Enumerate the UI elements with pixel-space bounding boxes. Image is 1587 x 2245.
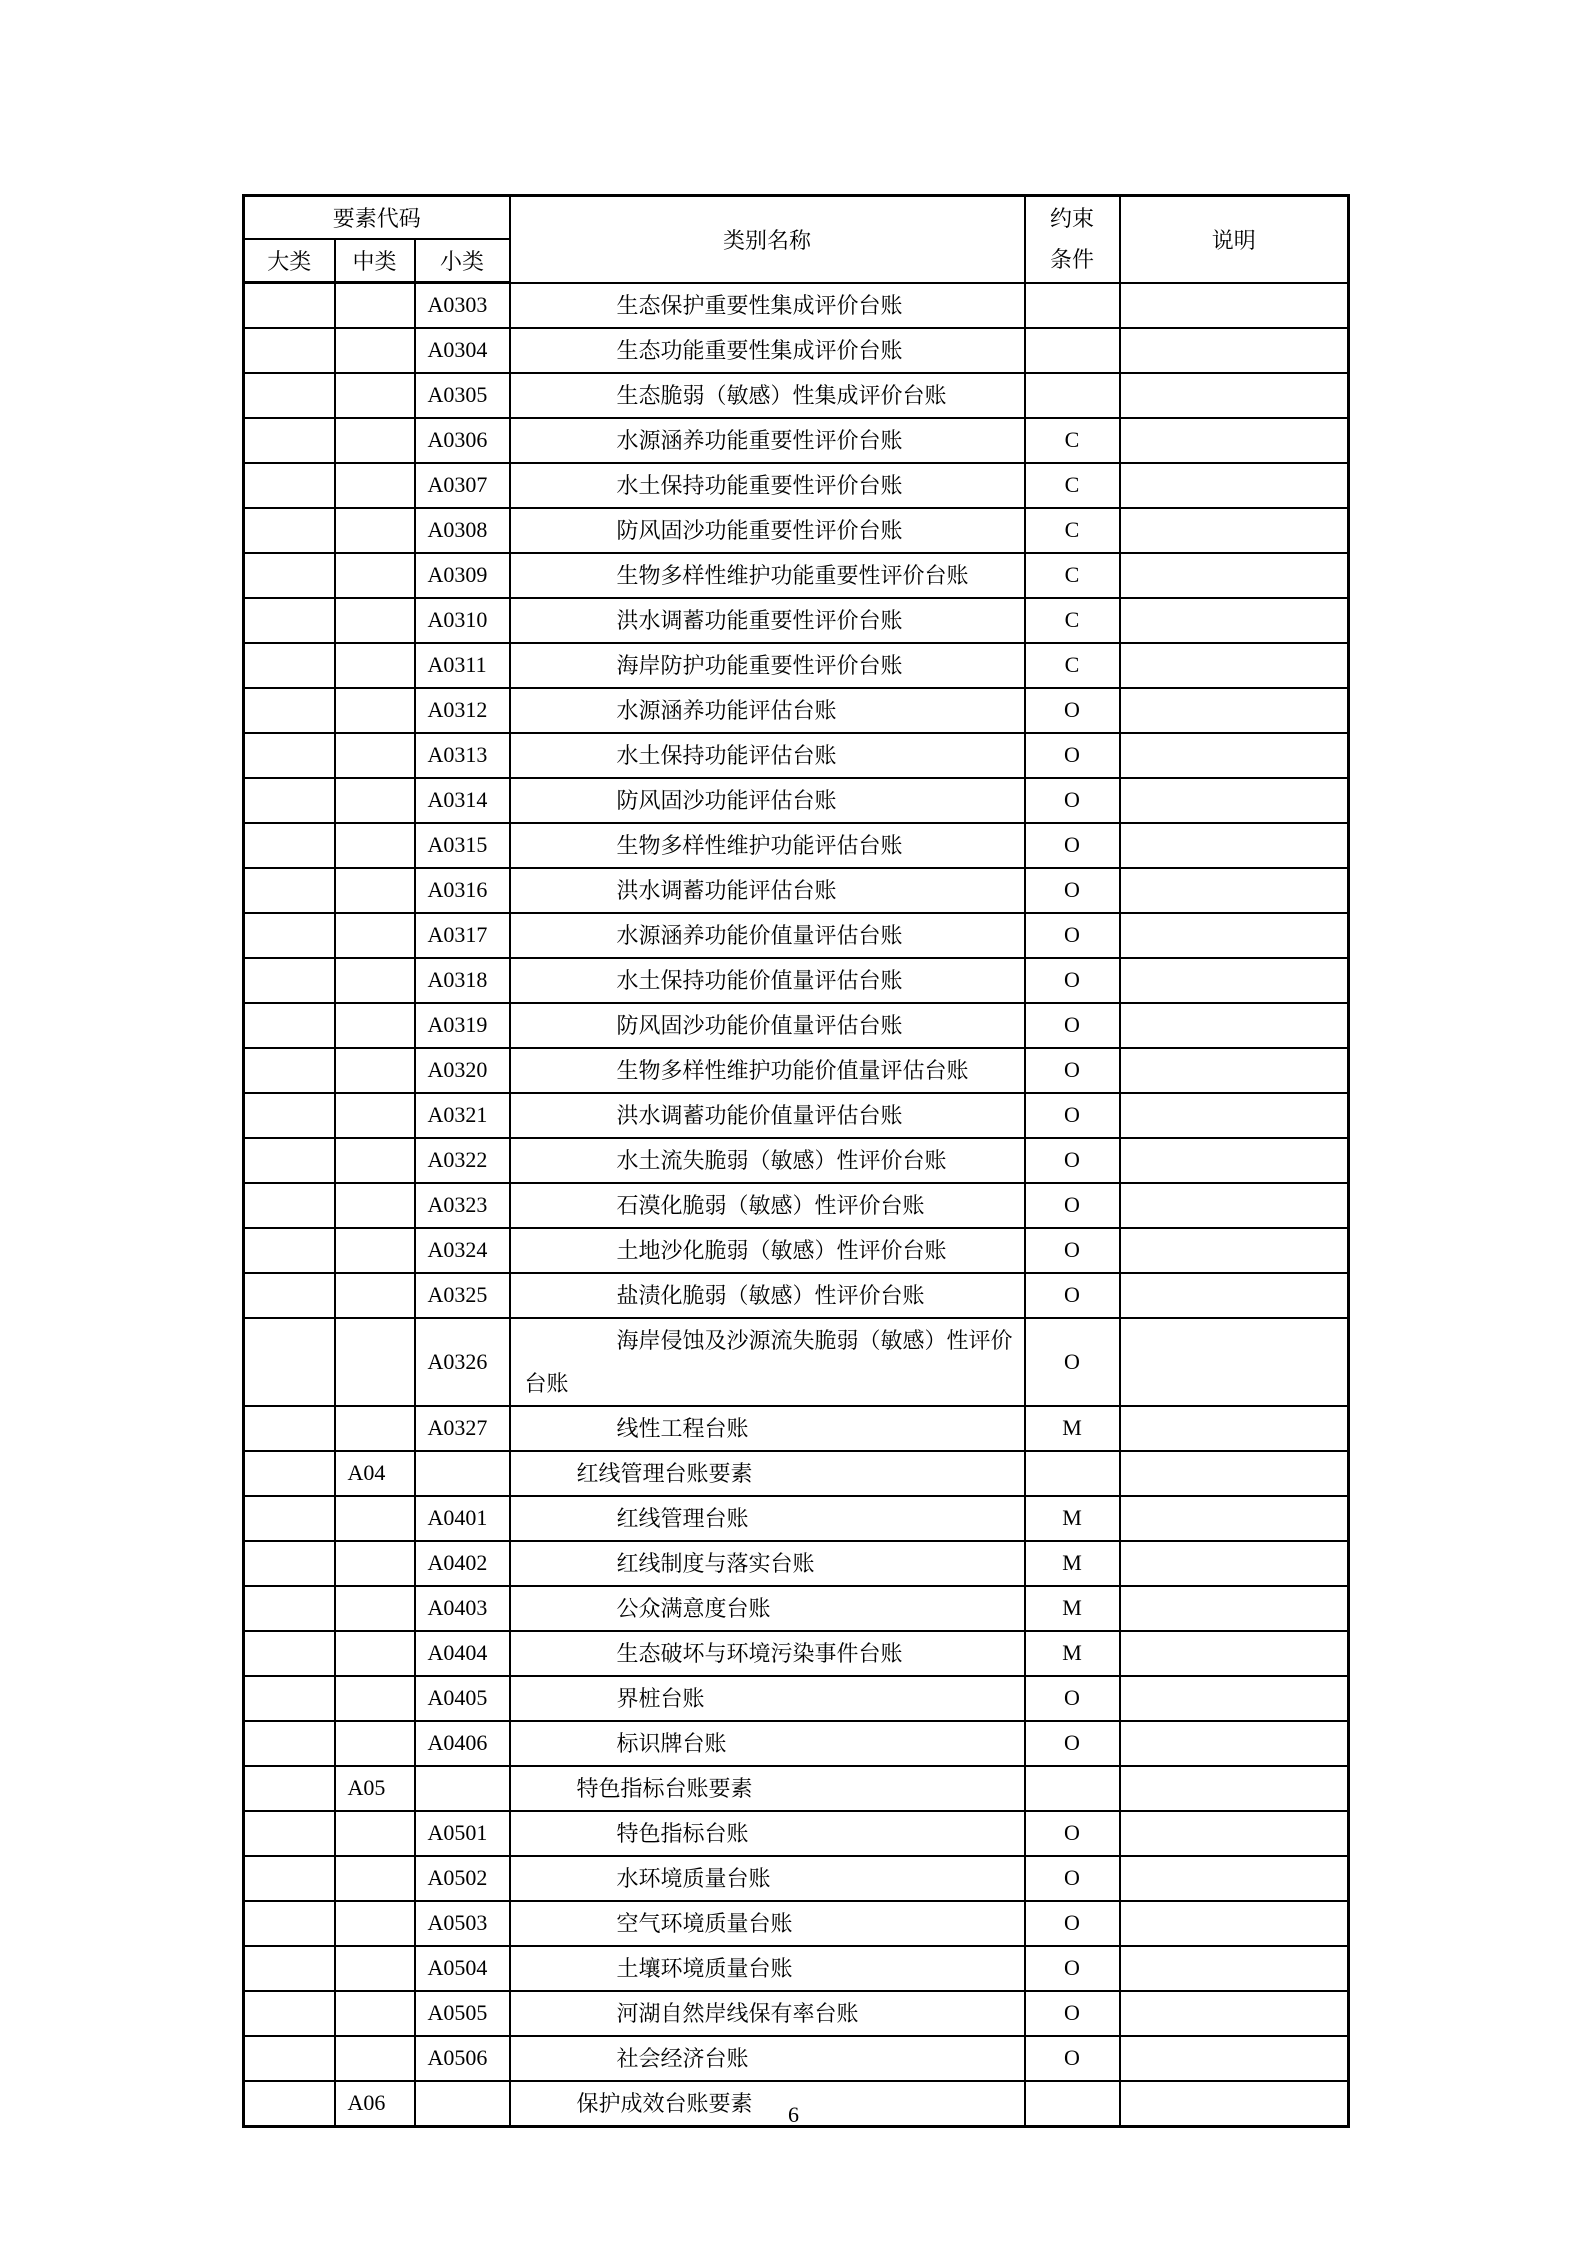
category-name-cell: 土壤环境质量台账 (510, 1946, 1025, 1991)
medium-code-cell (335, 373, 415, 418)
category-name-cell: 洪水调蓄功能重要性评价台账 (510, 598, 1025, 643)
category-name-cell: 石漠化脆弱（敏感）性评价台账 (510, 1183, 1025, 1228)
remarks-cell (1120, 1406, 1349, 1451)
constraint-cell: O (1025, 1946, 1120, 1991)
element-code-table (242, 194, 1350, 2128)
table-row (244, 868, 1349, 913)
header-constraint (1025, 196, 1120, 283)
medium-code-cell (335, 1048, 415, 1093)
medium-code-cell (335, 463, 415, 508)
major-cell (244, 688, 335, 733)
remarks-cell (1120, 1228, 1349, 1273)
header-row-1 (244, 196, 1349, 240)
table-row (244, 1811, 1349, 1856)
category-name-cell: 生态功能重要性集成评价台账 (510, 328, 1025, 373)
medium-code-cell (335, 1901, 415, 1946)
category-name-cell: 生态破坏与环境污染事件台账 (510, 1631, 1025, 1676)
table-row (244, 1318, 1349, 1406)
table-row (244, 1406, 1349, 1451)
table-row (244, 328, 1349, 373)
remarks-cell (1120, 1676, 1349, 1721)
major-cell (244, 373, 335, 418)
medium-code-cell (335, 1946, 415, 1991)
medium-code-cell (335, 1318, 415, 1406)
constraint-cell: C (1025, 643, 1120, 688)
constraint-cell: O (1025, 1811, 1120, 1856)
major-cell (244, 1273, 335, 1318)
medium-code-cell (335, 1586, 415, 1631)
minor-code-cell: A0303 (415, 283, 510, 328)
category-name-cell: 防风固沙功能重要性评价台账 (510, 508, 1025, 553)
category-name-cell: 水源涵养功能重要性评价台账 (510, 418, 1025, 463)
table-row (244, 1138, 1349, 1183)
constraint-cell: O (1025, 958, 1120, 1003)
major-cell (244, 1676, 335, 1721)
medium-code-cell (335, 1631, 415, 1676)
minor-code-cell: A0501 (415, 1811, 510, 1856)
remarks-cell (1120, 1766, 1349, 1811)
minor-code-cell: A0406 (415, 1721, 510, 1766)
minor-code-cell: A0402 (415, 1541, 510, 1586)
minor-code-cell (415, 1766, 510, 1811)
remarks-cell (1120, 733, 1349, 778)
table-row (244, 823, 1349, 868)
category-name-cell: 生态脆弱（敏感）性集成评价台账 (510, 373, 1025, 418)
table-row (244, 1901, 1349, 1946)
constraint-cell: M (1025, 1496, 1120, 1541)
header-remarks: 说明 (1120, 196, 1349, 283)
category-name-cell: 生物多样性维护功能价值量评估台账 (510, 1048, 1025, 1093)
medium-code-cell (335, 868, 415, 913)
medium-code-cell (335, 553, 415, 598)
major-cell (244, 1318, 335, 1406)
medium-code-cell (335, 1273, 415, 1318)
remarks-cell (1120, 598, 1349, 643)
remarks-cell (1120, 1003, 1349, 1048)
minor-code-cell: A0306 (415, 418, 510, 463)
medium-code-cell (335, 733, 415, 778)
header-category-name: 类别名称 (510, 196, 1025, 283)
category-name-cell: 洪水调蓄功能价值量评估台账 (510, 1093, 1025, 1138)
major-cell (244, 778, 335, 823)
remarks-cell (1120, 643, 1349, 688)
major-cell (244, 1586, 335, 1631)
minor-code-cell: A0314 (415, 778, 510, 823)
medium-code-cell (335, 1541, 415, 1586)
remarks-cell (1120, 913, 1349, 958)
table-row (244, 1228, 1349, 1273)
medium-code-cell (335, 688, 415, 733)
category-name-cell: 盐渍化脆弱（敏感）性评价台账 (510, 1273, 1025, 1318)
constraint-cell: C (1025, 598, 1120, 643)
medium-code-cell (335, 1228, 415, 1273)
remarks-cell (1120, 1318, 1349, 1406)
category-name-cell: 公众满意度台账 (510, 1586, 1025, 1631)
medium-code-cell (335, 328, 415, 373)
category-name-cell: 线性工程台账 (510, 1406, 1025, 1451)
remarks-cell (1120, 1721, 1349, 1766)
constraint-cell: M (1025, 1586, 1120, 1631)
group-row (244, 1766, 1349, 1811)
remarks-cell (1120, 1991, 1349, 2036)
table-row (244, 1631, 1349, 1676)
minor-code-cell: A0310 (415, 598, 510, 643)
major-cell (244, 958, 335, 1003)
major-cell (244, 1183, 335, 1228)
minor-code-cell: A0318 (415, 958, 510, 1003)
medium-code-cell (335, 508, 415, 553)
constraint-cell: O (1025, 1856, 1120, 1901)
minor-code-cell: A0404 (415, 1631, 510, 1676)
minor-code-cell: A0502 (415, 1856, 510, 1901)
minor-code-cell: A0403 (415, 1586, 510, 1631)
group-row (244, 1451, 1349, 1496)
constraint-cell: O (1025, 778, 1120, 823)
medium-code-cell (335, 1856, 415, 1901)
major-cell (244, 1766, 335, 1811)
table-row (244, 733, 1349, 778)
remarks-cell (1120, 1273, 1349, 1318)
constraint-cell: O (1025, 1318, 1120, 1406)
remarks-cell (1120, 1856, 1349, 1901)
table-body (244, 283, 1349, 2127)
minor-code-cell: A0315 (415, 823, 510, 868)
remarks-cell (1120, 688, 1349, 733)
major-cell (244, 913, 335, 958)
minor-code-cell: A0319 (415, 1003, 510, 1048)
remarks-cell (1120, 418, 1349, 463)
major-cell (244, 823, 335, 868)
constraint-cell: O (1025, 868, 1120, 913)
medium-code-cell (335, 418, 415, 463)
table-row (244, 2036, 1349, 2081)
constraint-cell: O (1025, 1991, 1120, 2036)
remarks-cell (1120, 463, 1349, 508)
table-row (244, 463, 1349, 508)
table-row (244, 373, 1349, 418)
constraint-cell: O (1025, 1183, 1120, 1228)
table-row (244, 1676, 1349, 1721)
major-cell (244, 1048, 335, 1093)
constraint-cell: O (1025, 1901, 1120, 1946)
constraint-cell: M (1025, 1541, 1120, 1586)
major-cell (244, 1946, 335, 1991)
medium-code-cell (335, 1721, 415, 1766)
medium-code-cell (335, 823, 415, 868)
minor-code-cell: A0504 (415, 1946, 510, 1991)
major-cell (244, 1003, 335, 1048)
category-name-cell: 水源涵养功能评估台账 (510, 688, 1025, 733)
major-cell (244, 1228, 335, 1273)
constraint-cell: C (1025, 553, 1120, 598)
medium-code-cell (335, 1676, 415, 1721)
table-row (244, 1273, 1349, 1318)
category-name-cell: 生物多样性维护功能评估台账 (510, 823, 1025, 868)
major-cell (244, 1631, 335, 1676)
constraint-cell: O (1025, 823, 1120, 868)
constraint-cell (1025, 373, 1120, 418)
medium-code-cell: A06 (335, 2081, 415, 2127)
minor-code-cell: A0322 (415, 1138, 510, 1183)
major-cell (244, 1721, 335, 1766)
minor-code-cell: A0503 (415, 1901, 510, 1946)
minor-code-cell: A0317 (415, 913, 510, 958)
major-cell (244, 1991, 335, 2036)
remarks-cell (1120, 1496, 1349, 1541)
constraint-cell: C (1025, 418, 1120, 463)
table-row (244, 508, 1349, 553)
header-medium: 中类 (335, 239, 415, 283)
table-row (244, 418, 1349, 463)
category-name-cell: 海岸防护功能重要性评价台账 (510, 643, 1025, 688)
major-cell (244, 643, 335, 688)
remarks-cell (1120, 2036, 1349, 2081)
category-name-cell: 水土流失脆弱（敏感）性评价台账 (510, 1138, 1025, 1183)
remarks-cell (1120, 1183, 1349, 1228)
table-row (244, 1003, 1349, 1048)
remarks-cell (1120, 283, 1349, 328)
constraint-cell: O (1025, 1048, 1120, 1093)
minor-code-cell: A0312 (415, 688, 510, 733)
minor-code-cell: A0311 (415, 643, 510, 688)
category-name-cell: 空气环境质量台账 (510, 1901, 1025, 1946)
table-row (244, 1048, 1349, 1093)
constraint-cell: O (1025, 1228, 1120, 1273)
medium-code-cell (335, 1093, 415, 1138)
page-number: 6 (788, 2102, 799, 2127)
category-name-cell: 社会经济台账 (510, 2036, 1025, 2081)
medium-code-cell (335, 958, 415, 1003)
remarks-cell (1120, 778, 1349, 823)
medium-code-cell (335, 1406, 415, 1451)
minor-code-cell: A0321 (415, 1093, 510, 1138)
remarks-cell (1120, 1093, 1349, 1138)
category-name-cell: 水环境质量台账 (510, 1856, 1025, 1901)
medium-code-cell (335, 1138, 415, 1183)
constraint-cell: O (1025, 1721, 1120, 1766)
category-name-cell: 水土保持功能重要性评价台账 (510, 463, 1025, 508)
category-name-cell: 标识牌台账 (510, 1721, 1025, 1766)
table-row (244, 643, 1349, 688)
table-row (244, 1856, 1349, 1901)
major-cell (244, 1138, 335, 1183)
minor-code-cell: A0305 (415, 373, 510, 418)
constraint-cell (1025, 1766, 1120, 1811)
medium-code-cell (335, 1991, 415, 2036)
table-row (244, 688, 1349, 733)
category-name-cell: 水土保持功能价值量评估台账 (510, 958, 1025, 1003)
major-cell (244, 1093, 335, 1138)
table-row (244, 1991, 1349, 2036)
constraint-cell: O (1025, 1138, 1120, 1183)
table-row (244, 553, 1349, 598)
category-name-cell: 土地沙化脆弱（敏感）性评价台账 (510, 1228, 1025, 1273)
major-cell (244, 1856, 335, 1901)
medium-code-cell (335, 598, 415, 643)
category-name-cell: 生态保护重要性集成评价台账 (510, 283, 1025, 328)
category-name-cell: 保护成效台账要素 (510, 2081, 1025, 2127)
table-row (244, 1183, 1349, 1228)
medium-code-cell (335, 1811, 415, 1856)
constraint-cell: O (1025, 1003, 1120, 1048)
remarks-cell (1120, 1586, 1349, 1631)
table-row (244, 778, 1349, 823)
constraint-cell: M (1025, 1406, 1120, 1451)
constraint-cell: C (1025, 463, 1120, 508)
remarks-cell (1120, 1811, 1349, 1856)
minor-code-cell: A0324 (415, 1228, 510, 1273)
constraint-cell: C (1025, 508, 1120, 553)
table-row (244, 1721, 1349, 1766)
minor-code-cell: A0506 (415, 2036, 510, 2081)
constraint-cell: M (1025, 1631, 1120, 1676)
constraint-cell (1025, 283, 1120, 328)
category-name-cell: 海岸侵蚀及沙源流失脆弱（敏感）性评价台账 (510, 1318, 1025, 1406)
category-name-cell: 红线管理台账 (510, 1496, 1025, 1541)
category-name-cell: 特色指标台账要素 (510, 1766, 1025, 1811)
remarks-cell (1120, 373, 1349, 418)
major-cell (244, 868, 335, 913)
table-row (244, 283, 1349, 328)
table-row (244, 1496, 1349, 1541)
constraint-cell: O (1025, 688, 1120, 733)
medium-code-cell (335, 913, 415, 958)
remarks-cell (1120, 1946, 1349, 1991)
category-name-cell: 红线管理台账要素 (510, 1451, 1025, 1496)
minor-code-cell: A0326 (415, 1318, 510, 1406)
medium-code-cell (335, 283, 415, 328)
table-row (244, 1586, 1349, 1631)
table-row (244, 913, 1349, 958)
medium-code-cell (335, 1003, 415, 1048)
minor-code-cell: A0316 (415, 868, 510, 913)
constraint-cell: O (1025, 2036, 1120, 2081)
minor-code-cell: A0308 (415, 508, 510, 553)
category-name-cell: 防风固沙功能评估台账 (510, 778, 1025, 823)
major-cell (244, 1406, 335, 1451)
major-cell (244, 553, 335, 598)
minor-code-cell: A0313 (415, 733, 510, 778)
major-cell (244, 508, 335, 553)
major-cell (244, 328, 335, 373)
table-row (244, 1093, 1349, 1138)
constraint-cell: O (1025, 1676, 1120, 1721)
major-cell (244, 1901, 335, 1946)
remarks-cell (1120, 823, 1349, 868)
minor-code-cell: A0320 (415, 1048, 510, 1093)
category-name-cell: 红线制度与落实台账 (510, 1541, 1025, 1586)
major-cell (244, 1451, 335, 1496)
medium-code-cell: A04 (335, 1451, 415, 1496)
medium-code-cell (335, 643, 415, 688)
remarks-cell (1120, 553, 1349, 598)
minor-code-cell: A0325 (415, 1273, 510, 1318)
constraint-cell: O (1025, 733, 1120, 778)
major-cell (244, 1811, 335, 1856)
major-cell (244, 1496, 335, 1541)
remarks-cell (1120, 868, 1349, 913)
minor-code-cell (415, 1451, 510, 1496)
category-name-cell: 特色指标台账 (510, 1811, 1025, 1856)
category-name-cell: 洪水调蓄功能评估台账 (510, 868, 1025, 913)
category-name-cell: 河湖自然岸线保有率台账 (510, 1991, 1025, 2036)
header-constraint-line2: 条件 (1049, 247, 1094, 273)
minor-code-cell: A0309 (415, 553, 510, 598)
constraint-cell: O (1025, 1273, 1120, 1318)
category-name-cell: 界桩台账 (510, 1676, 1025, 1721)
major-cell (244, 733, 335, 778)
remarks-cell (1120, 1138, 1349, 1183)
constraint-cell (1025, 1451, 1120, 1496)
minor-code-cell: A0327 (415, 1406, 510, 1451)
table-row (244, 958, 1349, 1003)
minor-code-cell: A0505 (415, 1991, 510, 2036)
medium-code-cell: A05 (335, 1766, 415, 1811)
table-row (244, 1946, 1349, 1991)
table-row (244, 598, 1349, 643)
minor-code-cell: A0401 (415, 1496, 510, 1541)
category-name-cell: 水源涵养功能价值量评估台账 (510, 913, 1025, 958)
constraint-cell (1025, 328, 1120, 373)
header-constraint-line1: 约束 (1049, 206, 1094, 232)
remarks-cell (1120, 1048, 1349, 1093)
medium-code-cell (335, 778, 415, 823)
major-cell (244, 463, 335, 508)
medium-code-cell (335, 1183, 415, 1228)
remarks-cell (1120, 508, 1349, 553)
remarks-cell (1120, 328, 1349, 373)
minor-code-cell: A0304 (415, 328, 510, 373)
header-element-code: 要素代码 (244, 196, 510, 240)
remarks-cell (1120, 958, 1349, 1003)
constraint-cell: O (1025, 1093, 1120, 1138)
category-name-cell: 生物多样性维护功能重要性评价台账 (510, 553, 1025, 598)
major-cell (244, 418, 335, 463)
major-cell (244, 2036, 335, 2081)
medium-code-cell (335, 2036, 415, 2081)
constraint-cell: O (1025, 913, 1120, 958)
minor-code-cell: A0307 (415, 463, 510, 508)
table-row (244, 1541, 1349, 1586)
header-minor: 小类 (415, 239, 510, 283)
remarks-cell (1120, 1631, 1349, 1676)
major-cell (244, 283, 335, 328)
major-cell (244, 598, 335, 643)
category-name-cell: 防风固沙功能价值量评估台账 (510, 1003, 1025, 1048)
header-major: 大类 (244, 239, 335, 283)
major-cell (244, 1541, 335, 1586)
category-name-cell: 水土保持功能评估台账 (510, 733, 1025, 778)
minor-code-cell: A0405 (415, 1676, 510, 1721)
remarks-cell (1120, 1901, 1349, 1946)
medium-code-cell (335, 1496, 415, 1541)
minor-code-cell: A0323 (415, 1183, 510, 1228)
remarks-cell (1120, 1541, 1349, 1586)
remarks-cell (1120, 1451, 1349, 1496)
